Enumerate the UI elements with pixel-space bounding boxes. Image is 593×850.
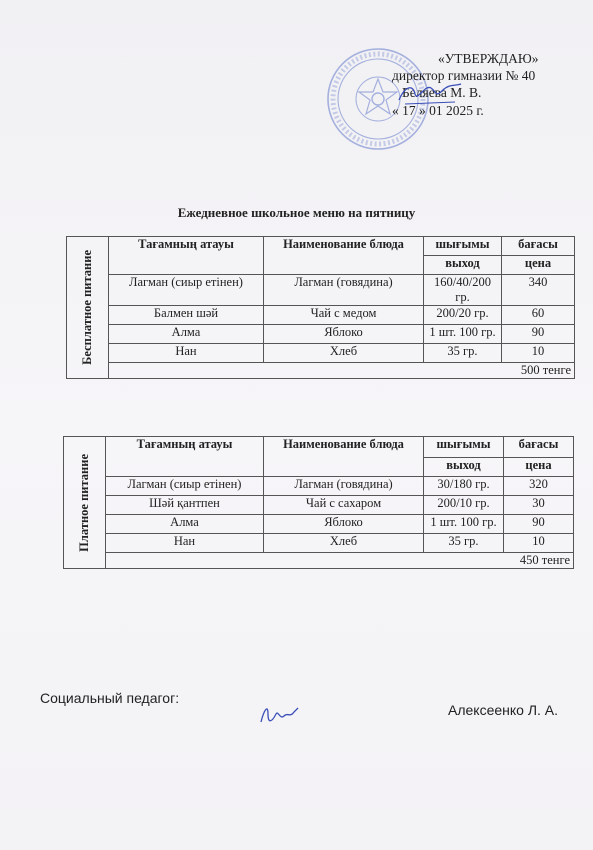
col-name-ru: Наименование блюда bbox=[264, 437, 424, 477]
free-total: 500 тенге bbox=[109, 363, 575, 379]
dish-kz: Алма bbox=[109, 325, 264, 344]
col-name-kz: Тағамның атауы bbox=[106, 437, 264, 477]
dish-price: 10 bbox=[502, 344, 575, 363]
col-name-ru: Наименование блюда bbox=[264, 237, 424, 275]
dish-kz: Лагман (сиыр етінен) bbox=[106, 477, 264, 496]
dish-price: 60 bbox=[502, 306, 575, 325]
pedagog-signature bbox=[258, 700, 302, 728]
table-row bbox=[64, 534, 574, 553]
dish-output: 1 шт. 100 гр. bbox=[424, 325, 502, 344]
dish-kz: Лагман (сиыр етінен) bbox=[109, 275, 264, 306]
dish-kz: Алма bbox=[106, 515, 264, 534]
dish-output: 160/40/200 гр. bbox=[424, 275, 502, 306]
dish-price: 90 bbox=[504, 515, 574, 534]
col-price-ru: цена bbox=[504, 458, 574, 477]
dish-ru: Яблоко bbox=[264, 515, 424, 534]
table-row bbox=[64, 496, 574, 515]
col-out-kz: шығымы bbox=[424, 237, 502, 256]
dish-output: 35 гр. bbox=[424, 534, 504, 553]
dish-price: 10 bbox=[504, 534, 574, 553]
table-row bbox=[67, 325, 575, 344]
dish-output: 1 шт. 100 гр. bbox=[424, 515, 504, 534]
col-out-ru: выход bbox=[424, 458, 504, 477]
dish-ru: Чай с медом bbox=[264, 306, 424, 325]
dish-kz: Шәй қантпен bbox=[106, 496, 264, 515]
col-price-kz: бағасы bbox=[504, 437, 574, 458]
free-meal-label: Бесплатное питание bbox=[67, 237, 109, 379]
dish-output: 200/20 гр. bbox=[424, 306, 502, 325]
footer-role: Социальный педагог: bbox=[40, 690, 180, 706]
footer-name: Алексеенко Л. А. bbox=[448, 702, 559, 718]
dish-price: 320 bbox=[504, 477, 574, 496]
table-row bbox=[67, 344, 575, 363]
dish-price: 340 bbox=[502, 275, 575, 306]
dish-ru: Лагман (говядина) bbox=[264, 275, 424, 306]
approval-date: « 17 » 01 2025 г. bbox=[392, 103, 484, 118]
approval-position: директор гимназии № 40 bbox=[392, 68, 536, 83]
paid-total: 450 тенге bbox=[106, 553, 574, 569]
dish-ru: Хлеб bbox=[264, 344, 424, 363]
dish-output: 35 гр. bbox=[424, 344, 502, 363]
col-price-kz: бағасы bbox=[502, 237, 575, 256]
dish-kz: Балмен шәй bbox=[109, 306, 264, 325]
director-signature bbox=[395, 78, 465, 108]
free-meal-table bbox=[66, 236, 575, 379]
table-row bbox=[67, 275, 575, 306]
table-row bbox=[67, 306, 575, 325]
dish-price: 90 bbox=[502, 325, 575, 344]
col-out-ru: выход bbox=[424, 256, 502, 275]
col-name-kz: Тағамның атауы bbox=[109, 237, 264, 275]
dish-ru: Лагман (говядина) bbox=[264, 477, 424, 496]
table-row bbox=[64, 515, 574, 534]
page-title: Ежедневное школьное меню на пятницу bbox=[177, 205, 416, 220]
dish-ru: Яблоко bbox=[264, 325, 424, 344]
dish-ru: Чай с сахаром bbox=[264, 496, 424, 515]
col-out-kz: шығымы bbox=[424, 437, 504, 458]
dish-kz: Нан bbox=[109, 344, 264, 363]
dish-ru: Хлеб bbox=[264, 534, 424, 553]
dish-kz: Нан bbox=[106, 534, 264, 553]
paid-meal-table bbox=[63, 436, 574, 569]
approval-name: Беляева М. В. bbox=[402, 85, 482, 100]
dish-output: 200/10 гр. bbox=[424, 496, 504, 515]
paid-meal-label: Платное питание bbox=[64, 437, 106, 569]
col-price-ru: цена bbox=[502, 256, 575, 275]
table-row bbox=[64, 477, 574, 496]
dish-price: 30 bbox=[504, 496, 574, 515]
approval-heading: «УТВЕРЖДАЮ» bbox=[438, 51, 539, 66]
dish-output: 30/180 гр. bbox=[424, 477, 504, 496]
